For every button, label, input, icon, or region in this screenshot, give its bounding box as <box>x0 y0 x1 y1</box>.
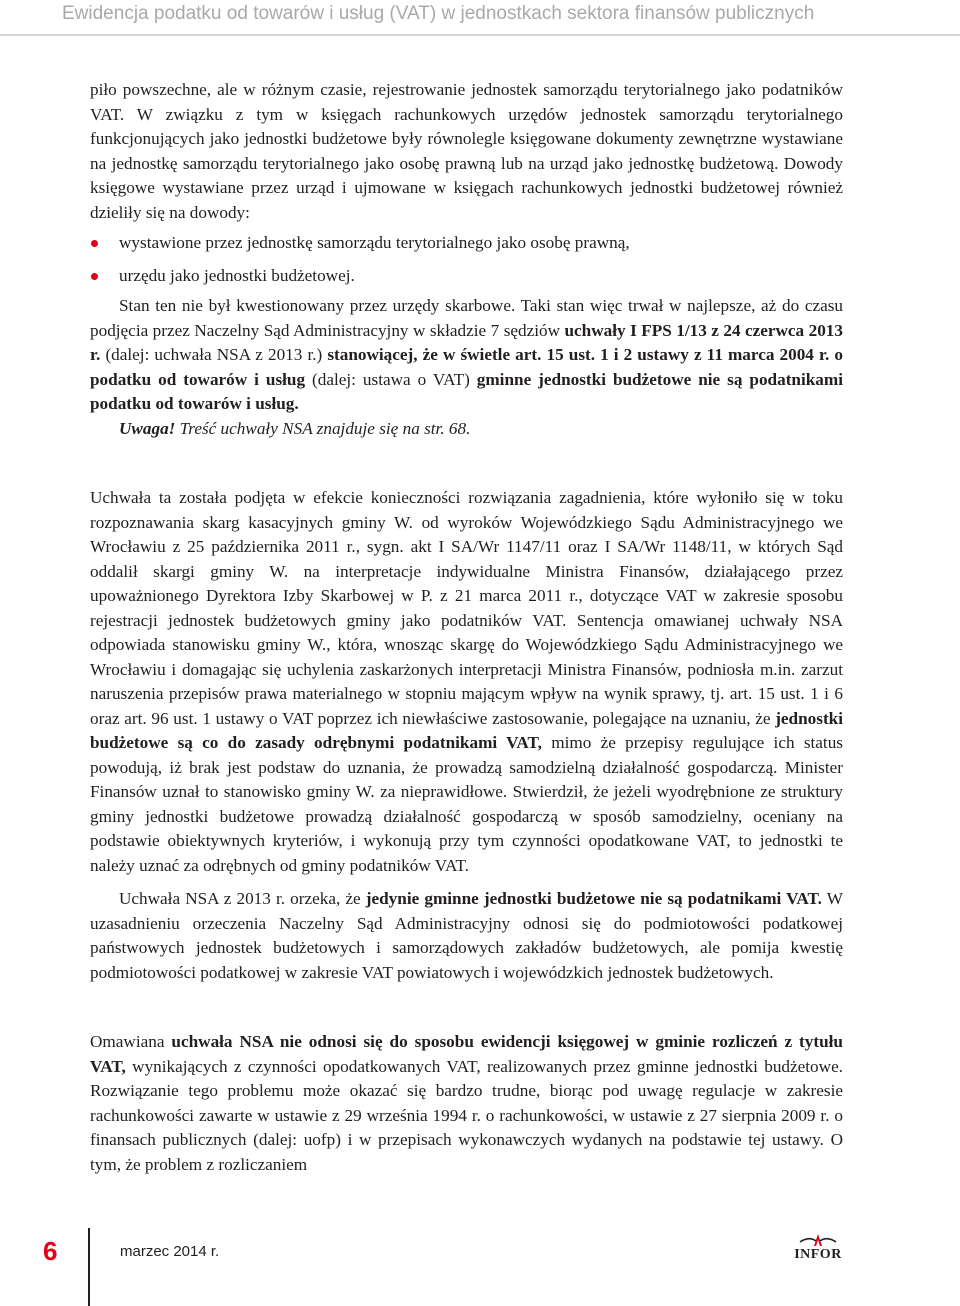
article-body <box>90 78 843 1177</box>
paragraph-3-text: Uchwała ta została podjęta w efekcie konieczności rozwiązania zagadnienia, które wyłoniło się w toku rozpoznawania skarg kasacyjnych gminy W. od wyroków Wojewódzkiego Sądu Administracyjnego we Wrocławiu z 25 października 2011 r., sygn. akt I SA/Wr 1147/11 oraz I SA/Wr 1148/11, w których Sąd oddalił skargi gminy W. na interpretacje indywidualne Ministra Finansów, działającego przez upoważnionego Dyrektora Izby Skarbowej w P. z 21 marca 2011 r., dotyczące VAT w zakresie sposobu rejestracji jednostek budżetowych gminy jako podatników VAT. Sentencja omawianej uchwały NSA odpowiada stanowisku gminy W., która, wnosząc skargę do Wojewódzkiego Sądu Administracyjnego we Wrocławiu i domagając się uchylenia zaskarżonych interpretacji Ministra Finansów, podniosła m.in. zarzut naruszenia przepisów prawa materialnego w stopniu mającym wpływ na wynik sprawy, tj. art. 15 ust. 1 i 6 oraz art. 96 ust. 1 ustawy o VAT poprzez ich niewłaściwe zastosowanie, polegające na uznaniu, że <box>90 488 843 728</box>
bullet-text: urzędu jako jednostki budżetowej. <box>119 265 355 285</box>
legal-basis: stanowiącej, że w świetle art. 15 ust. 1 i 2 ustawy z 11 marca 2004 r. o podatku od towarów i usług <box>90 345 843 389</box>
issue-date: marzec 2014 r. <box>120 1243 220 1260</box>
red-dot-icon <box>91 240 98 247</box>
infor-logo-icon <box>790 1233 846 1265</box>
running-header <box>0 0 960 36</box>
paragraph-1-text: piło powszechne, ale w różnym czasie, rejestrowanie jednostek samorządu terytorialnego jako podatników VAT. W związku z tym w księgach rachunkowych urzędów jednostek samorządu terytorialnego funkcjonujących jako jednostki budżetowe były równolegle księgowane dokumenty zewnętrzne wystawiane na jednostkę samorządu terytorialnego jako osobę prawną lub na urząd jako jednostkę budżetową. Dowody księgowe wystawiane przez urząd i ujmowane w księgach rachunkowych jednostki budżetowej również dzieliły się na dowody: <box>90 80 843 222</box>
footer-divider <box>88 1228 90 1306</box>
paragraph-5-text: Omawiana <box>90 1032 172 1051</box>
logo-emblem <box>790 1233 846 1247</box>
paragraph-2-text: Stan ten nie był kwestionowany przez urzędy skarbowe. Taki stan więc trwał w najlepsze, aż do czasu podjęcia przez Naczelny Sąd Administracyjny w składzie 7 sędziów <box>90 296 843 340</box>
note-text: Treść uchwały NSA znajduje się na str. 68. <box>175 418 471 438</box>
paragraph-4 <box>90 887 843 985</box>
paragraph-5 <box>90 1030 843 1177</box>
bullet-list <box>90 231 843 288</box>
bullet-text: wystawione przez jednostkę samorządu terytorialnego jako osobę prawną, <box>119 233 630 252</box>
paragraph-3-emphasis: jednostki budżetowe są co do zasady odrębnymi podatnikami VAT, <box>90 708 843 752</box>
paragraph-5-text: wynikających z czynności opodatkowanych VAT, realizowanych przez gminne jednostki budżetowe. Rozwiązanie tego problemu może okazać się bardzo trudne, biorąc pod uwagę regulacje w zakresie rachunkowości zawarte w ustawie z 29 września 1994 r. o rachunkowości, w ustawie z 27 sierpnia 2009 r. o finansach publicznych (dalej: uofp) i w przepisach wykonawczych wydanych na podstawie tej ustawy. O tym, że problem z rozliczaniem <box>90 1056 843 1174</box>
paragraph-3 <box>90 486 843 878</box>
paragraph-4-emphasis: jedynie gminne jednostki budżetowe nie są podatnikami VAT. <box>365 889 822 908</box>
paragraph-4-text: W uzasadnieniu orzeczenia Naczelny Sąd Administracyjny odnosi się do podmiotowości podatkowej państwowych jednostek budżetowych i samorządowych zakładów budżetowych, ale pomija kwestię podmiotowości podatkowej w zakresie VAT powiatowych i wojewódzkich jednostek budżetowych. <box>90 889 843 982</box>
logo-text: INFOR <box>794 1247 842 1262</box>
paragraph-1 <box>90 78 843 225</box>
key-conclusion: gminne jednostki budżetowe nie są podatnikami podatku od towarów i usług. <box>90 369 843 413</box>
note-paragraph <box>90 417 843 442</box>
paragraph-2-text: (dalej: uchwała NSA z 2013 r.) <box>100 345 328 364</box>
paragraph-2 <box>90 294 843 417</box>
red-dot-icon <box>91 273 98 280</box>
paragraph-2-text: (dalej: ustawa o VAT) <box>305 369 477 389</box>
header-title: Ewidencja podatku od towarów i usług (VAT) w jednostkach sektora finansów publicznych <box>62 3 815 24</box>
paragraph-4-text: Uchwała NSA z 2013 r. orzeka, że <box>119 889 366 908</box>
resolution-reference: uchwały I FPS 1/13 z 24 czerwca 2013 r. <box>90 320 843 364</box>
paragraph-3-text: mimo że przepisy regulujące ich status powodują, iż brak jest podstaw do uznania, że prowadzą samodzielną działalność gospodarczą. Minister Finansów uznał to stanowisko gminy W. za nieprawidłowe. Stwierdził, że jeżeli wyodrębnione ze struktury gminy jednostki budżetowe prowadzą działalność gospodarczą w sposób samodzielny, oceniany na podstawie obiektywnych kryteriów, i wykonują przy tym czynności opodatkowane VAT, to jednostki te należy uznać za odrębnych od gminy podatników VAT. <box>90 733 843 875</box>
paragraph-5-emphasis: uchwała NSA nie odnosi się do sposobu ewidencji księgowej w gminie rozliczeń z tytułu VAT, <box>90 1032 843 1076</box>
bullet-item <box>90 264 843 289</box>
page-number: 6 <box>43 1236 58 1266</box>
bullet-item <box>90 231 843 256</box>
note-label: Uwaga! <box>119 418 176 438</box>
